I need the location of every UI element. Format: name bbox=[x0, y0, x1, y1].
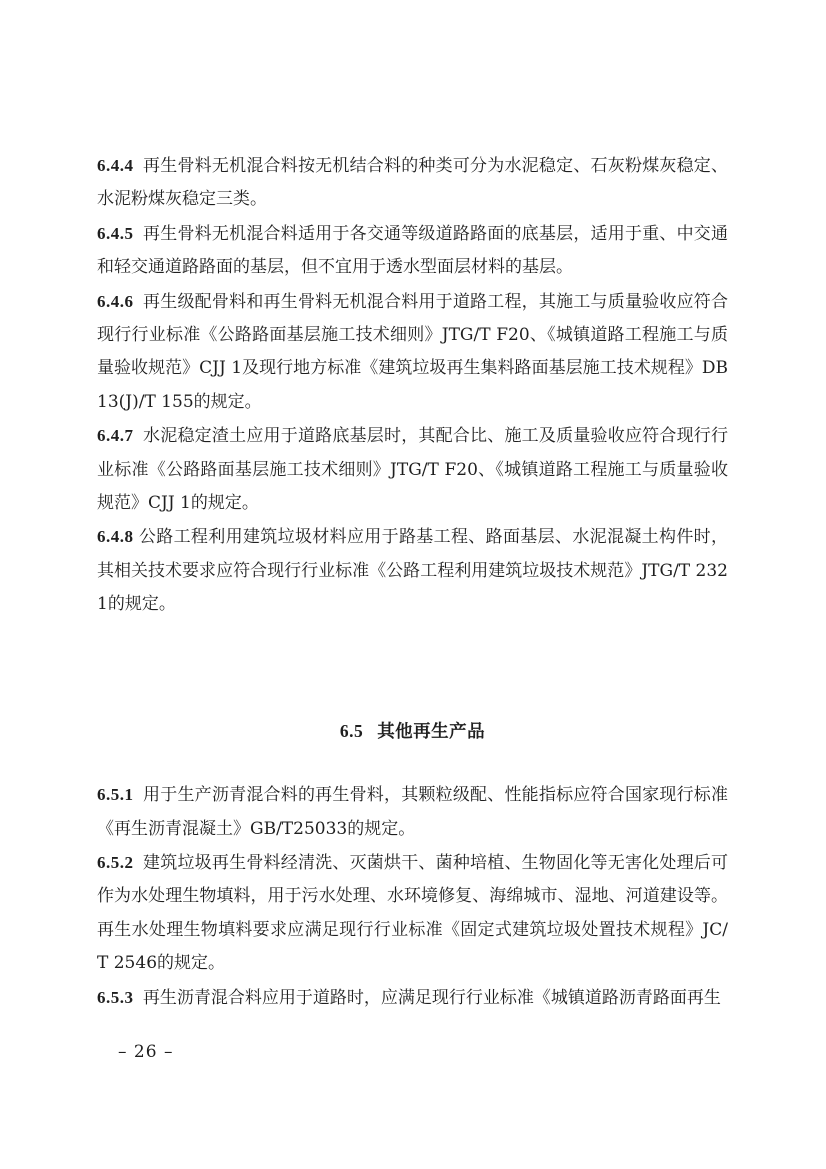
clause-number: 6.5.1 bbox=[97, 785, 134, 805]
clause-text: 再生骨料无机混合料按无机结合料的种类可分为水泥稳定、石灰粉煤灰稳定、水泥粉煤灰稳定三类。 bbox=[97, 156, 728, 210]
clause-text: 再生级配骨料和再生骨料无机混合料用于道路工程，其施工与质量验收应符合现行行业标准《公路路面基层施工技术细则》JTG/T F20、《城镇道路工程施工与质量验收规范》CJJ 1及现行地方标准《建筑垃圾再生集料路面基层施工技术规程》DB13(J)/T 155的规定。 bbox=[97, 291, 728, 412]
clause-6-5-3 bbox=[97, 981, 728, 1015]
clause-number: 6.4.5 bbox=[97, 223, 134, 243]
clause-text: 用于生产沥青混合料的再生骨料，其颗粒级配、性能指标应符合国家现行标准《再生沥青混凝土》GB/T25033的规定。 bbox=[97, 785, 728, 839]
clause-text: 公路工程利用建筑垃圾材料应用于路基工程、路面基层、水泥混凝土构件时，其相关技术要求应符合现行行业标准《公路工程利用建筑垃圾技术规范》JTG/T 2321的规定。 bbox=[97, 527, 728, 615]
clause-6-5-2 bbox=[97, 846, 728, 981]
section-heading-title: 其他再生产品 bbox=[377, 721, 486, 742]
section-heading bbox=[97, 715, 728, 749]
clause-number: 6.5.3 bbox=[97, 987, 134, 1007]
section-heading-number: 6.5 bbox=[339, 720, 364, 741]
clause-6-4-6 bbox=[97, 285, 728, 420]
clause-6-4-5 bbox=[97, 217, 728, 285]
page-number: – 26 – bbox=[118, 1042, 174, 1062]
clause-6-4-8 bbox=[97, 520, 728, 621]
clause-text: 再生骨料无机混合料适用于各交通等级道路路面的底基层，适用于重、中交通和轻交通道路路面的基层，但不宜用于透水型面层材料的基层。 bbox=[97, 223, 728, 278]
clause-number: 6.5.2 bbox=[97, 852, 134, 872]
clause-number: 6.4.7 bbox=[97, 426, 134, 446]
page-content bbox=[97, 149, 728, 1015]
clause-number: 6.4.8 bbox=[97, 527, 134, 547]
clause-6-5-1 bbox=[97, 778, 728, 846]
clause-text: 建筑垃圾再生骨料经清洗、灭菌烘干、菌种培植、生物固化等无害化处理后可作为水处理生物填料，用于污水处理、水环境修复、海绵城市、湿地、河道建设等。再生水处理生物填料要求应满足现行行业标准《固定式建筑垃圾处置技术规程》JC/T 2546的规定。 bbox=[97, 852, 728, 974]
clause-text: 水泥稳定渣土应用于道路底基层时，其配合比、施工及质量验收应符合现行行业标准《公路路面基层施工技术细则》JTG/T F20、《城镇道路工程施工与质量验收规范》CJJ 1的规定。 bbox=[97, 426, 728, 514]
clause-6-4-7 bbox=[97, 419, 728, 520]
clause-number: 6.4.4 bbox=[97, 156, 134, 175]
clause-text: 再生沥青混合料应用于道路时，应满足现行行业标准《城镇道路沥青路面再生 bbox=[142, 987, 721, 1008]
clause-number: 6.4.6 bbox=[97, 291, 134, 311]
clause-6-4-4 bbox=[97, 149, 728, 217]
